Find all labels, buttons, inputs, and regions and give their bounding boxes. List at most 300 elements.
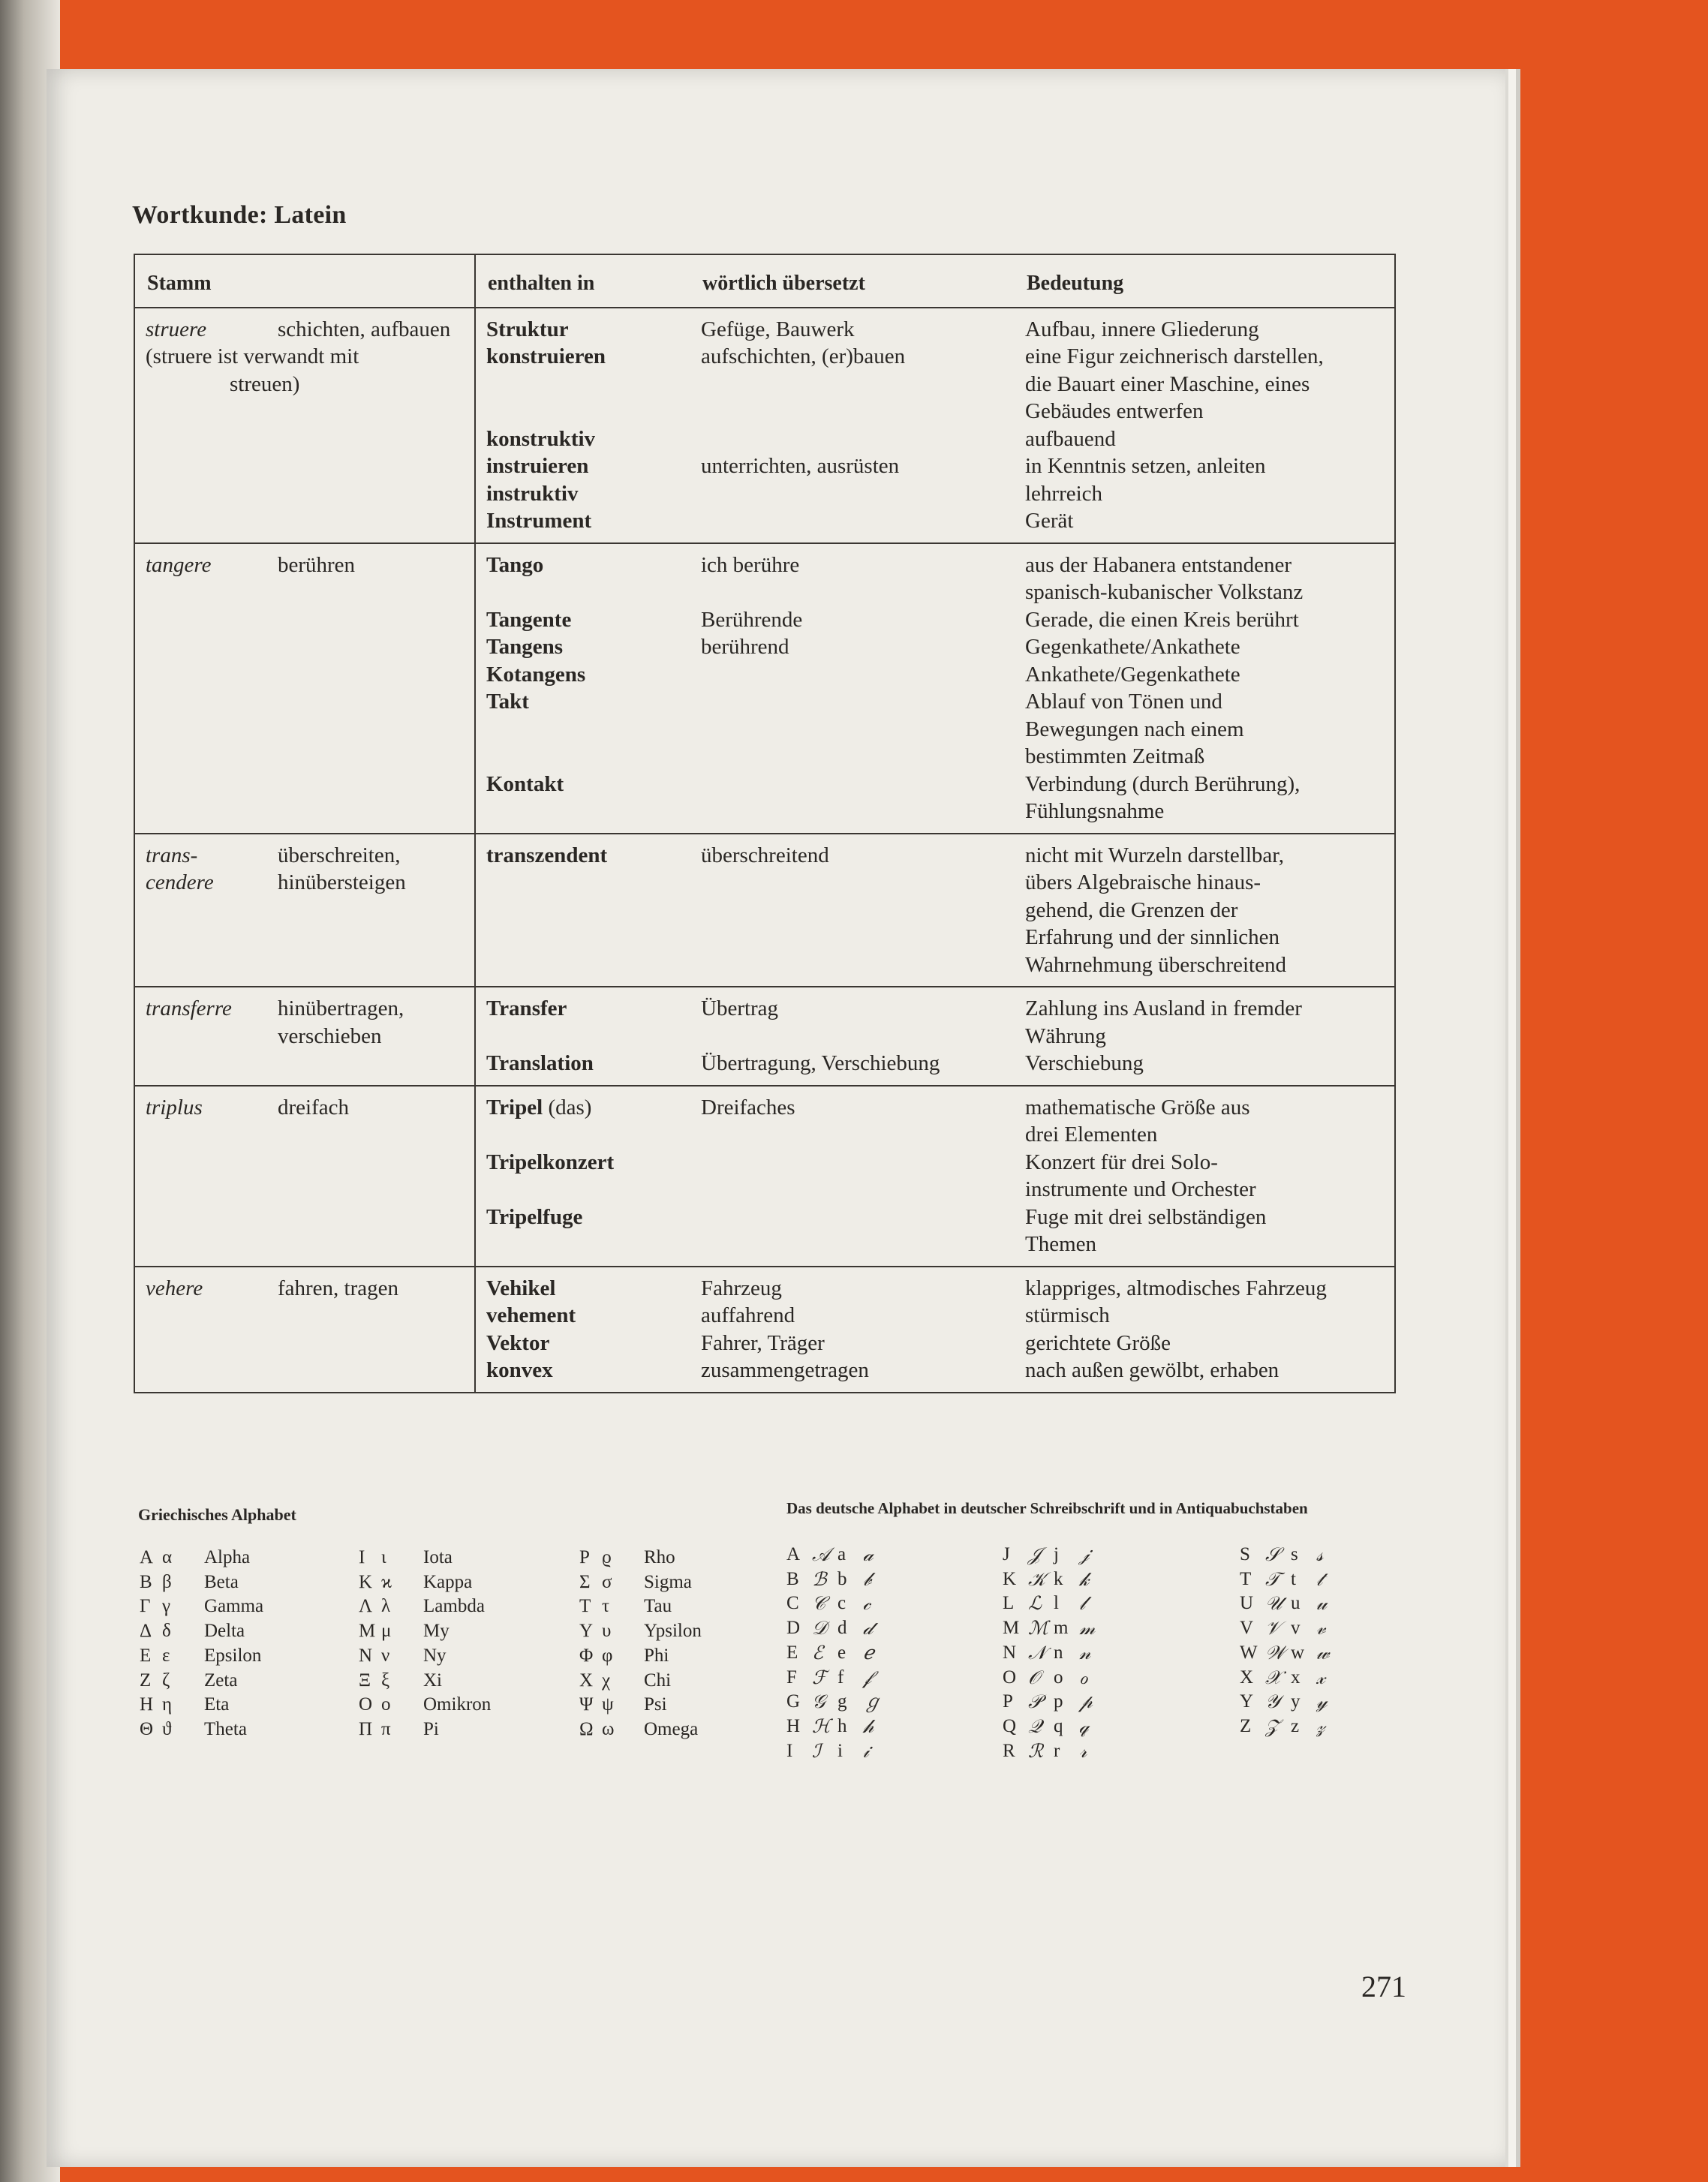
literal-translation <box>701 343 1025 371</box>
derived-word <box>486 842 701 870</box>
script-lowercase: 𝒿 <box>1079 1543 1090 1565</box>
greek-lowercase: φ <box>602 1645 613 1666</box>
greek-column <box>579 1546 702 1742</box>
cell-text: instruktiv <box>486 481 579 506</box>
antiqua-lowercase: l <box>1054 1593 1059 1614</box>
antiqua-lowercase: b <box>837 1568 847 1589</box>
derived-word <box>486 716 701 744</box>
german-letter-row <box>1240 1591 1342 1616</box>
greek-lowercase: ε <box>162 1645 170 1666</box>
meaning <box>1025 507 1384 535</box>
script-uppercase: 𝒯 <box>1265 1567 1280 1590</box>
greek-letter-name: Rho <box>644 1547 675 1567</box>
greek-letter-row <box>359 1570 491 1595</box>
meaning <box>1025 1094 1384 1122</box>
script-lowercase: 𝓃 <box>1079 1641 1091 1664</box>
antiqua-lowercase: v <box>1291 1618 1301 1639</box>
german-letter-row <box>1003 1543 1105 1567</box>
derived-word <box>486 995 701 1023</box>
meaning <box>1025 633 1384 661</box>
cell-text: bestimmten Zeitmaß <box>1025 744 1205 768</box>
german-letter-row <box>1240 1543 1342 1567</box>
script-uppercase: 𝒟 <box>812 1617 827 1640</box>
table-row <box>134 1267 1395 1393</box>
cell-text: Vehikel <box>486 1276 556 1300</box>
cell-text: ich berühre <box>701 552 800 577</box>
cell-text: Tripel <box>486 1095 543 1120</box>
greek-letter-name: Beta <box>204 1571 239 1592</box>
antiqua-lowercase: z <box>1291 1715 1300 1736</box>
derived-word <box>486 1357 701 1384</box>
script-uppercase: ℱ <box>812 1666 827 1688</box>
literal-translation <box>701 398 1025 425</box>
greek-letter-name: My <box>423 1621 450 1642</box>
meaning <box>1025 771 1384 798</box>
cell-text: Währung <box>1025 1023 1106 1048</box>
greek-letter-row <box>579 1718 702 1742</box>
greek-lowercase: ψ <box>602 1694 614 1715</box>
table-row <box>134 308 1395 543</box>
script-uppercase: ℐ <box>812 1739 821 1762</box>
greek-letter-row <box>140 1594 263 1619</box>
literal-translation <box>701 1330 1025 1357</box>
greek-uppercase: Ρ <box>579 1547 590 1567</box>
cell-text: Themen <box>1025 1232 1097 1256</box>
derived-word <box>486 1204 701 1231</box>
cell-text: Erfahrung und der sinnlichen <box>1025 925 1280 949</box>
script-uppercase: ℬ <box>812 1567 827 1590</box>
stem-note: streuen) <box>230 371 300 396</box>
script-lowercase: 𝓂 <box>1079 1617 1096 1640</box>
stem-cell <box>134 834 475 987</box>
page-number: 271 <box>1361 1970 1406 2003</box>
cell-text: Zahlung ins Ausland in fremder <box>1025 996 1302 1020</box>
table-body <box>134 308 1395 1393</box>
meaning <box>1025 343 1384 371</box>
meaning <box>1025 1176 1384 1204</box>
greek-letter-name: Lambda <box>423 1596 485 1617</box>
antiqua-uppercase: W <box>1240 1642 1258 1663</box>
derived-word <box>486 1302 701 1330</box>
greek-letter-row <box>359 1619 491 1644</box>
german-letter-row <box>1003 1715 1105 1739</box>
greek-lowercase: σ <box>602 1571 612 1592</box>
cell-text: mathematische Größe aus <box>1025 1095 1250 1120</box>
derived-word <box>486 743 701 771</box>
greek-uppercase: Τ <box>579 1596 591 1617</box>
german-letter-row <box>786 1666 889 1691</box>
stem-meaning: fahren, tragen <box>278 1276 399 1300</box>
greek-uppercase: Α <box>140 1547 154 1567</box>
cell-text: Instrument <box>486 509 592 533</box>
cell-text: auffahrend <box>701 1303 795 1327</box>
greek-letter-row <box>359 1546 491 1570</box>
greek-lowercase: γ <box>162 1596 171 1617</box>
table-row <box>134 834 1395 987</box>
german-alphabet-column <box>1003 1543 1105 1763</box>
antiqua-uppercase: J <box>1003 1544 1010 1564</box>
german-alphabet-column <box>786 1543 889 1763</box>
literal-translation <box>701 452 1025 480</box>
cell-text: nicht mit Wurzeln darstellbar, <box>1025 843 1285 867</box>
literal-translation <box>701 688 1025 716</box>
antiqua-lowercase: w <box>1291 1642 1305 1663</box>
derived-word <box>486 1330 701 1357</box>
latin-stem: tangere <box>146 552 212 577</box>
cell-text: in Kenntnis setzen, anleiten <box>1025 454 1266 478</box>
greek-uppercase: Γ <box>140 1596 151 1617</box>
antiqua-lowercase: h <box>837 1715 847 1736</box>
antiqua-uppercase: H <box>786 1715 801 1736</box>
derivatives-cell <box>475 834 1395 987</box>
derived-word <box>486 1094 701 1122</box>
script-lowercase: 𝓎 <box>1316 1691 1328 1713</box>
header-bedeutung: Bedeutung <box>1027 272 1124 295</box>
greek-uppercase: Ω <box>579 1718 594 1739</box>
greek-letter-row <box>359 1693 491 1718</box>
cell-text: Ablauf von Tönen und <box>1025 690 1222 714</box>
antiqua-lowercase: d <box>837 1618 847 1639</box>
meaning <box>1025 995 1384 1023</box>
script-uppercase: ℒ <box>1028 1592 1042 1615</box>
antiqua-lowercase: u <box>1291 1593 1301 1614</box>
greek-uppercase: Δ <box>140 1621 152 1642</box>
literal-translation <box>701 507 1025 535</box>
derived-word <box>486 1149 701 1177</box>
greek-letter-name: Gamma <box>204 1596 264 1617</box>
meaning <box>1025 425 1384 453</box>
greek-lowercase: π <box>381 1718 391 1739</box>
cell-text: Fuge mit drei selbständigen <box>1025 1204 1267 1229</box>
greek-uppercase: Υ <box>579 1621 594 1642</box>
cell-text: Kontakt <box>486 771 564 796</box>
greek-uppercase: Ξ <box>359 1670 371 1691</box>
latin-stem: struere <box>146 317 207 341</box>
antiqua-uppercase: C <box>786 1593 799 1614</box>
antiqua-lowercase: m <box>1054 1618 1069 1639</box>
derived-word <box>486 480 701 508</box>
greek-letter-name: Kappa <box>423 1571 473 1592</box>
script-uppercase: 𝒢 <box>812 1691 825 1713</box>
greek-letter-name: Iota <box>423 1547 453 1567</box>
derived-word <box>486 507 701 535</box>
stem-meaning: hinübertragen, verschieben <box>278 996 404 1048</box>
script-uppercase: 𝒫 <box>1028 1691 1042 1713</box>
derivatives-cell <box>475 308 1395 543</box>
script-uppercase: 𝒰 <box>1265 1592 1283 1615</box>
cell-text: zusammengetragen <box>701 1358 869 1382</box>
antiqua-uppercase: U <box>1240 1593 1254 1614</box>
literal-translation <box>701 661 1025 689</box>
script-lowercase: 𝓅 <box>1079 1691 1093 1713</box>
script-uppercase: ℋ <box>812 1715 831 1737</box>
script-uppercase: ℛ <box>1028 1739 1043 1762</box>
german-letter-row <box>1003 1739 1105 1764</box>
derivatives-cell <box>475 543 1395 834</box>
derived-word <box>486 924 701 951</box>
cell-text: Tangente <box>486 607 572 632</box>
cell-text: instruieren <box>486 454 589 478</box>
page-title: Wortkunde: Latein <box>132 201 347 229</box>
antiqua-lowercase: x <box>1291 1667 1301 1688</box>
vocabulary-table <box>134 254 1396 1393</box>
antiqua-uppercase: G <box>786 1691 801 1712</box>
derived-word <box>486 398 701 425</box>
german-letter-row <box>1003 1666 1105 1691</box>
greek-letter-row <box>579 1693 702 1718</box>
meaning <box>1025 688 1384 716</box>
script-lowercase: 𝒷 <box>863 1567 871 1590</box>
cell-text: aufbauend <box>1025 426 1116 451</box>
antiqua-uppercase: B <box>786 1568 799 1589</box>
greek-lowercase: μ <box>381 1621 392 1642</box>
antiqua-lowercase: t <box>1291 1568 1296 1589</box>
cell-text: Vektor <box>486 1330 550 1355</box>
greek-letter-name: Psi <box>644 1694 667 1715</box>
greek-letter-row <box>579 1644 702 1669</box>
greek-letter-row <box>579 1619 702 1644</box>
cell-text: Berührende <box>701 607 803 632</box>
script-lowercase: 𝓁 <box>1079 1592 1086 1615</box>
cell-text: Tangens <box>486 635 564 659</box>
greek-lowercase: ο <box>381 1694 391 1715</box>
greek-letter-row <box>140 1693 263 1718</box>
antiqua-uppercase: X <box>1240 1667 1254 1688</box>
cell-text: Tango <box>486 552 544 577</box>
meaning <box>1025 579 1384 606</box>
script-uppercase: 𝒮 <box>1265 1543 1280 1565</box>
german-letter-row <box>1240 1641 1342 1666</box>
literal-translation <box>701 924 1025 951</box>
header-group <box>475 254 1395 308</box>
cell-text: stürmisch <box>1025 1303 1110 1327</box>
script-lowercase: 𝓀 <box>1079 1567 1090 1590</box>
meaning <box>1025 842 1384 870</box>
stem-meaning: überschreiten, hinübersteigen <box>278 843 406 894</box>
derived-word <box>486 1275 701 1303</box>
antiqua-lowercase: e <box>837 1642 846 1663</box>
script-uppercase: 𝒩 <box>1028 1641 1046 1664</box>
greek-uppercase: Ψ <box>579 1694 594 1715</box>
literal-translation <box>701 1176 1025 1204</box>
literal-translation <box>701 633 1025 661</box>
cell-text: Gefüge, Bauwerk <box>701 317 855 341</box>
cell-text: eine Figur zeichnerisch darstellen, <box>1025 344 1324 368</box>
meaning <box>1025 1204 1384 1231</box>
literal-translation <box>701 771 1025 798</box>
antiqua-lowercase: p <box>1054 1691 1063 1712</box>
greek-lowercase: α <box>162 1547 173 1567</box>
german-letter-row <box>786 1690 889 1715</box>
cell-text: Takt <box>486 690 529 714</box>
script-uppercase: 𝒞 <box>812 1592 826 1615</box>
cell-text: Aufbau, innere Gliederung <box>1025 317 1259 341</box>
meaning <box>1025 1149 1384 1177</box>
greek-lowercase: δ <box>162 1621 171 1642</box>
script-uppercase: 𝒜 <box>812 1543 830 1565</box>
latin-stem: trans-cendere <box>146 843 214 894</box>
literal-translation <box>701 1204 1025 1231</box>
german-letter-row <box>1003 1567 1105 1592</box>
literal-translation <box>701 1050 1025 1077</box>
meaning <box>1025 398 1384 425</box>
greek-letter-name: Alpha <box>204 1547 251 1567</box>
antiqua-uppercase: A <box>786 1544 801 1564</box>
cell-text: Fahrzeug <box>701 1276 782 1300</box>
literal-translation <box>701 869 1025 897</box>
cell-text: aufschichten, (er)bauen <box>701 344 906 368</box>
script-lowercase: ℯ <box>863 1641 874 1664</box>
stem-cell <box>134 1086 475 1267</box>
greek-letter-name: Theta <box>204 1718 247 1739</box>
greek-lowercase: ϱ <box>602 1547 612 1567</box>
greek-letter-name: Epsilon <box>204 1645 262 1666</box>
literal-translation <box>701 425 1025 453</box>
greek-letter-row <box>140 1619 263 1644</box>
antiqua-lowercase: y <box>1291 1691 1301 1712</box>
script-uppercase: ℰ <box>812 1641 824 1664</box>
table-row <box>134 987 1395 1086</box>
greek-uppercase: Χ <box>579 1670 594 1691</box>
greek-letter-row <box>579 1594 702 1619</box>
literal-translation <box>701 579 1025 606</box>
script-lowercase: 𝓉 <box>1316 1567 1323 1590</box>
greek-column <box>359 1546 491 1742</box>
cell-text: Wahrnehmung überschreitend <box>1025 952 1286 977</box>
table-header-row <box>134 254 1395 308</box>
meaning <box>1025 1330 1384 1357</box>
meaning <box>1025 1121 1384 1149</box>
greek-letter-row <box>359 1644 491 1669</box>
cell-text: nach außen gewölbt, erhaben <box>1025 1358 1279 1382</box>
derivatives-cell <box>475 1086 1395 1267</box>
cell-text: Verbindung (durch Berührung), <box>1025 771 1301 796</box>
derived-word <box>486 1121 701 1149</box>
greek-letter-name: Omega <box>644 1718 699 1739</box>
script-lowercase: 𝓍 <box>1316 1666 1325 1688</box>
antiqua-lowercase: s <box>1291 1544 1298 1564</box>
greek-letter-name: Pi <box>423 1718 439 1739</box>
german-letter-row <box>1240 1690 1342 1715</box>
derived-word <box>486 897 701 924</box>
literal-translation <box>701 606 1025 634</box>
meaning <box>1025 924 1384 951</box>
greek-lowercase: χ <box>602 1670 611 1691</box>
literal-translation <box>701 798 1025 825</box>
script-uppercase: 𝒪 <box>1028 1666 1040 1688</box>
meaning <box>1025 897 1384 924</box>
derived-word <box>486 425 701 453</box>
literal-translation <box>701 995 1025 1023</box>
cell-text: gerichtete Größe <box>1025 1330 1171 1355</box>
greek-letter-name: Zeta <box>204 1670 238 1691</box>
greek-lowercase: λ <box>381 1596 391 1617</box>
stem-cell <box>134 1267 475 1393</box>
literal-translation <box>701 951 1025 979</box>
antiqua-uppercase: K <box>1003 1568 1017 1589</box>
meaning <box>1025 798 1384 825</box>
derivatives-cell <box>475 987 1395 1086</box>
cell-text: konstruktiv <box>486 426 596 451</box>
script-lowercase: 𝓈 <box>1316 1543 1324 1565</box>
table-row <box>134 1086 1395 1267</box>
literal-translation <box>701 1023 1025 1050</box>
greek-lowercase: ζ <box>162 1670 170 1691</box>
cell-text: Translation <box>486 1051 594 1075</box>
script-lowercase: 𝒻 <box>863 1666 872 1688</box>
script-uppercase: 𝒱 <box>1265 1617 1281 1640</box>
antiqua-uppercase: M <box>1003 1618 1020 1639</box>
literal-translation <box>701 716 1025 744</box>
cell-text: gehend, die Grenzen der <box>1025 897 1238 922</box>
german-letter-row <box>1003 1690 1105 1715</box>
greek-uppercase: Θ <box>140 1718 154 1739</box>
cell-text: Gerade, die einen Kreis berührt <box>1025 607 1299 632</box>
cell-text: vehement <box>486 1303 576 1327</box>
cell-text: Struktur <box>486 317 569 341</box>
cell-text: drei Elementen <box>1025 1123 1158 1147</box>
table-row <box>134 543 1395 834</box>
german-letter-row <box>1240 1666 1342 1691</box>
greek-letter-row <box>140 1669 263 1694</box>
literal-translation <box>701 1302 1025 1330</box>
greek-letter-row <box>140 1570 263 1595</box>
greek-letter-name: Chi <box>644 1670 672 1691</box>
script-lowercase: 𝒾 <box>863 1739 870 1762</box>
antiqua-lowercase: n <box>1054 1642 1063 1663</box>
greek-lowercase: β <box>162 1571 172 1592</box>
meaning <box>1025 951 1384 979</box>
greek-letter-name: Sigma <box>644 1571 692 1592</box>
cell-text: Übertragung, Verschiebung <box>701 1051 940 1075</box>
derived-word <box>486 688 701 716</box>
literal-translation <box>701 1275 1025 1303</box>
cell-text: klappriges, altmodisches Fahrzeug <box>1025 1276 1327 1300</box>
cell-text: spanisch-kubanischer Volkstanz <box>1025 580 1304 604</box>
greek-uppercase: Ι <box>359 1547 365 1567</box>
derived-word <box>486 661 701 689</box>
header-woertlich: wörtlich übersetzt <box>702 272 865 295</box>
greek-uppercase: Η <box>140 1694 154 1715</box>
greek-lowercase: ϰ <box>381 1571 392 1592</box>
meaning <box>1025 1275 1384 1303</box>
antiqua-uppercase: S <box>1240 1544 1250 1564</box>
german-letter-row <box>786 1739 889 1764</box>
greek-letter-row <box>579 1546 702 1570</box>
script-lowercase: 𝓋 <box>1316 1617 1326 1640</box>
antiqua-uppercase: Y <box>1240 1691 1254 1712</box>
word-suffix: (das) <box>548 1095 592 1120</box>
greek-letter-name: Xi <box>423 1670 442 1691</box>
antiqua-uppercase: L <box>1003 1593 1015 1614</box>
antiqua-uppercase: E <box>786 1642 798 1663</box>
antiqua-lowercase: k <box>1054 1568 1063 1589</box>
greek-letter-name: Eta <box>204 1694 230 1715</box>
script-uppercase: 𝒵 <box>1265 1715 1280 1737</box>
greek-letter-name: Delta <box>204 1621 245 1642</box>
derived-word <box>486 316 701 344</box>
cell-text: Dreifaches <box>701 1095 795 1120</box>
script-lowercase: ℊ <box>863 1691 883 1713</box>
cell-text: Fahrer, Träger <box>701 1330 825 1355</box>
literal-translation <box>701 1094 1025 1122</box>
meaning <box>1025 606 1384 634</box>
antiqua-uppercase: O <box>1003 1667 1017 1688</box>
cell-text: Transfer <box>486 996 567 1020</box>
derived-word <box>486 1050 701 1077</box>
literal-translation <box>701 480 1025 508</box>
derived-word <box>486 552 701 579</box>
